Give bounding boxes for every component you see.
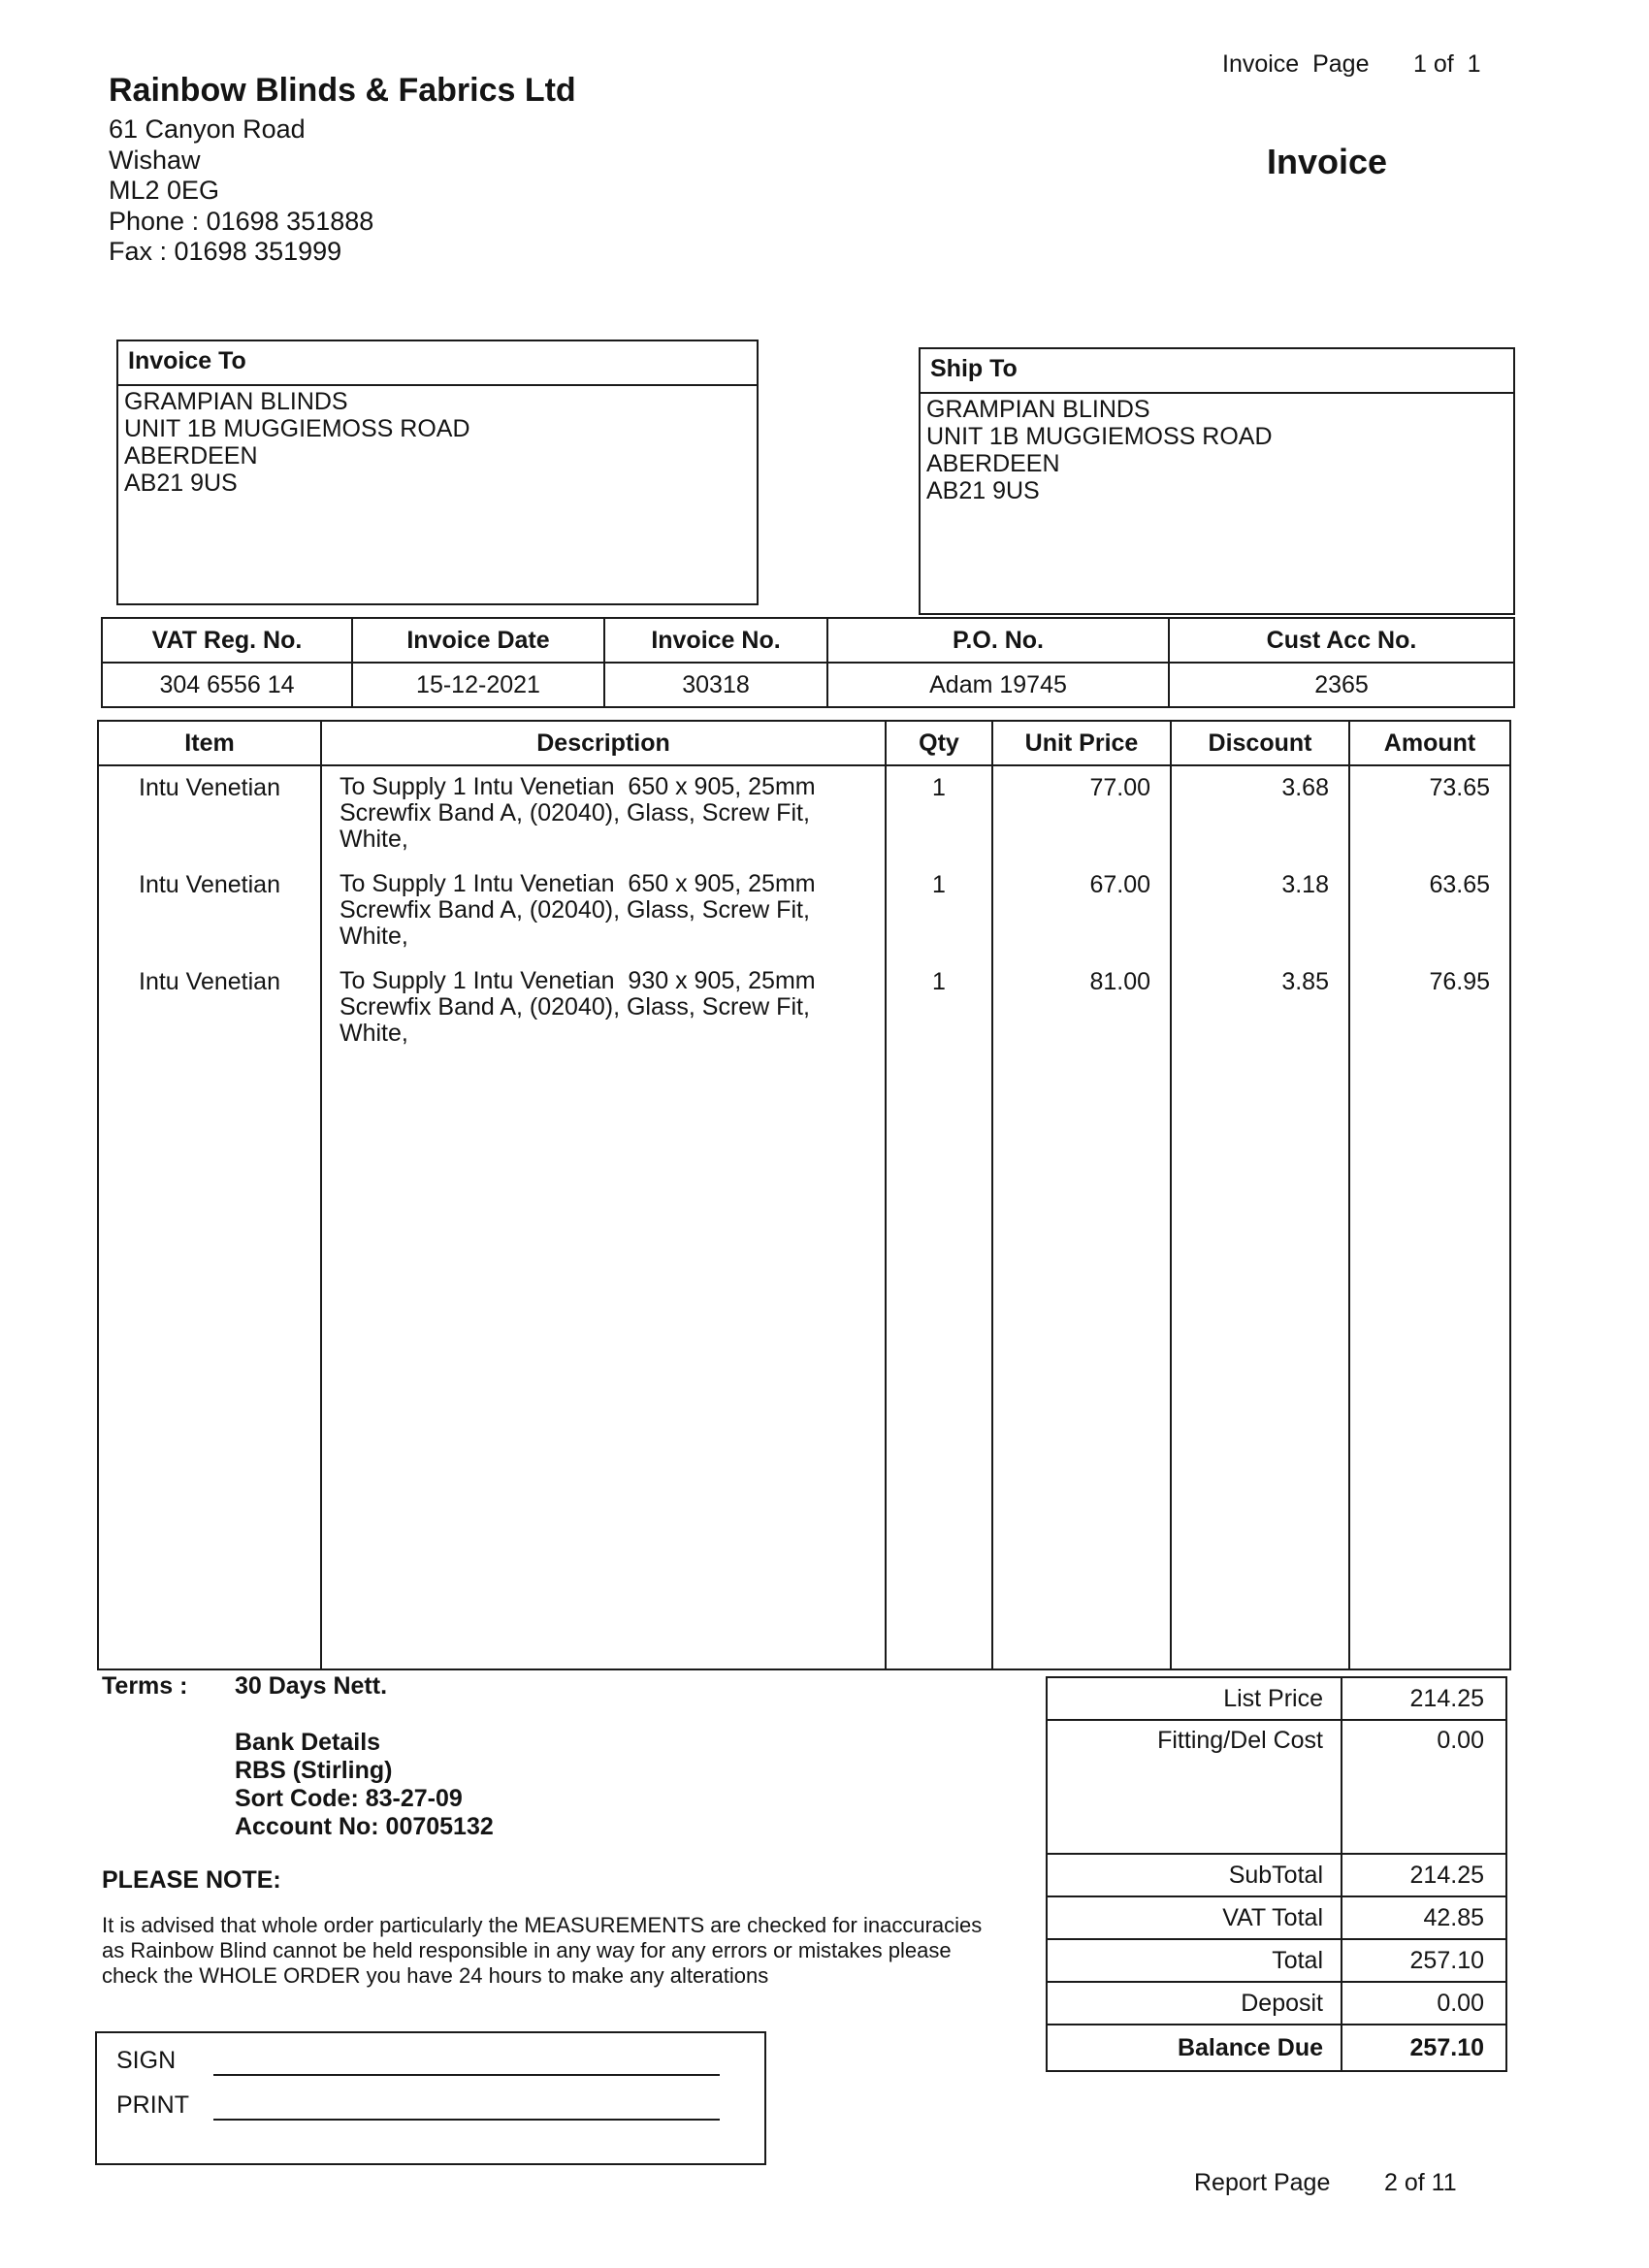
item-qty: 1: [932, 968, 946, 995]
company-fax: Fax : 01698 351999: [109, 237, 342, 266]
ship-to-heading: Ship To: [921, 349, 1513, 394]
cust-acc-header: Cust Acc No.: [1169, 618, 1514, 663]
vat-total-label: VAT Total: [1047, 1896, 1342, 1939]
vat-total-value: 42.85: [1342, 1896, 1506, 1939]
print-label: PRINT: [116, 2091, 189, 2119]
vat-reg-header: VAT Reg. No.: [102, 618, 352, 663]
address-line: UNIT 1B MUGGIEMOSS ROAD: [926, 423, 1273, 450]
list-price-label: List Price: [1047, 1677, 1342, 1720]
item-amount: 63.65: [1429, 871, 1490, 898]
item-discount: 3.85: [1281, 968, 1329, 995]
item-column-header: Item: [98, 721, 321, 765]
total-label: Total: [1047, 1939, 1342, 1982]
address-line: AB21 9US: [926, 477, 1040, 504]
balance-due-value: 257.10: [1342, 2025, 1506, 2071]
invoice-page-number: 1 of 1: [1413, 50, 1481, 78]
ship-to-box: [919, 347, 1515, 615]
item-unit-price: 67.00: [1089, 871, 1150, 898]
item-amount: 73.65: [1429, 774, 1490, 801]
invoice-to-box: [116, 340, 759, 605]
address-line: AB21 9US: [124, 470, 238, 497]
item-discount: 3.68: [1281, 774, 1329, 801]
invoice-date-header: Invoice Date: [352, 618, 604, 663]
terms-value: 30 Days Nett.: [235, 1672, 388, 1700]
company-address-line: 61 Canyon Road: [109, 114, 306, 144]
item-qty: 1: [932, 871, 946, 898]
qty-column: [886, 765, 992, 1669]
sign-line[interactable]: [213, 2074, 720, 2076]
invoice-info-table: [101, 617, 1515, 708]
vat-reg-value: 304 6556 14: [102, 663, 352, 707]
item-qty: 1: [932, 774, 946, 801]
document-title: Invoice: [1267, 142, 1388, 181]
discount-column: [1171, 765, 1349, 1669]
invoice-to-heading: Invoice To: [118, 341, 757, 386]
invoice-number-value: 30318: [604, 663, 827, 707]
ship-to-address: [926, 396, 1273, 504]
company-address-line: Wishaw: [109, 145, 201, 175]
company-address: [109, 114, 373, 268]
sign-label: SIGN: [116, 2047, 177, 2074]
qty-column-header: Qty: [886, 721, 992, 765]
address-line: GRAMPIAN BLINDS: [926, 396, 1150, 423]
invoice-to-address: [124, 388, 470, 497]
po-number-value: Adam 19745: [827, 663, 1169, 707]
unit-price-column-header: Unit Price: [992, 721, 1171, 765]
item-description: To Supply 1 Intu Venetian 930 x 905, 25mm Screwfix Band A, (02040), Glass, Screw Fit, White,: [340, 967, 823, 1047]
description-column: [321, 765, 886, 1669]
deposit-label: Deposit: [1047, 1982, 1342, 2025]
item-amount: 76.95: [1429, 968, 1490, 995]
item-name: Intu Venetian: [139, 871, 280, 898]
fitting-value: 0.00: [1342, 1720, 1506, 1854]
fitting-label: Fitting/Del Cost: [1047, 1720, 1342, 1854]
invoice-number-header: Invoice No.: [604, 618, 827, 663]
company-address-line: ML2 0EG: [109, 176, 220, 205]
bank-name: RBS (Stirling): [235, 1757, 393, 1784]
report-page-label: Report Page: [1194, 2169, 1331, 2196]
po-number-header: P.O. No.: [827, 618, 1169, 663]
unit-price-column: [992, 765, 1171, 1669]
total-value: 257.10: [1342, 1939, 1506, 1982]
item-column: [98, 765, 321, 1669]
item-description: To Supply 1 Intu Venetian 650 x 905, 25mm Screwfix Band A, (02040), Glass, Screw Fit, White,: [340, 773, 823, 853]
amount-column: [1349, 765, 1510, 1669]
items-table: [97, 720, 1511, 1670]
account-number: Account No: 00705132: [235, 1813, 494, 1840]
invoice-page-label: Invoice Page: [1222, 50, 1370, 78]
invoice-date-value: 15-12-2021: [352, 663, 604, 707]
subtotal-label: SubTotal: [1047, 1854, 1342, 1896]
signature-box: [95, 2031, 766, 2165]
cust-acc-value: 2365: [1169, 663, 1514, 707]
description-column-header: Description: [321, 721, 886, 765]
item-description: To Supply 1 Intu Venetian 650 x 905, 25mm Screwfix Band A, (02040), Glass, Screw Fit, White,: [340, 870, 823, 950]
subtotal-value: 214.25: [1342, 1854, 1506, 1896]
address-line: ABERDEEN: [926, 450, 1060, 477]
bank-details-heading: Bank Details: [235, 1729, 381, 1756]
discount-column-header: Discount: [1171, 721, 1349, 765]
address-line: GRAMPIAN BLINDS: [124, 388, 348, 415]
amount-column-header: Amount: [1349, 721, 1510, 765]
report-page-number: 2 of 11: [1384, 2169, 1457, 2196]
item-unit-price: 77.00: [1089, 774, 1150, 801]
company-name: Rainbow Blinds & Fabrics Ltd: [109, 72, 576, 109]
totals-table: [1046, 1676, 1507, 2072]
terms-label: Terms :: [102, 1672, 188, 1700]
company-phone: Phone : 01698 351888: [109, 206, 374, 236]
balance-due-label: Balance Due: [1047, 2025, 1342, 2071]
item-name: Intu Venetian: [139, 774, 280, 801]
deposit-value: 0.00: [1342, 1982, 1506, 2025]
note-title: PLEASE NOTE:: [102, 1866, 281, 1894]
address-line: UNIT 1B MUGGIEMOSS ROAD: [124, 415, 470, 442]
print-line[interactable]: [213, 2119, 720, 2121]
sort-code: Sort Code: 83-27-09: [235, 1785, 463, 1812]
item-unit-price: 81.00: [1089, 968, 1150, 995]
item-name: Intu Venetian: [139, 968, 280, 995]
list-price-value: 214.25: [1342, 1677, 1506, 1720]
bank-details: [235, 1729, 494, 1841]
item-discount: 3.18: [1281, 871, 1329, 898]
address-line: ABERDEEN: [124, 442, 258, 470]
note-text: It is advised that whole order particularly the MEASUREMENTS are checked for inaccuracies as Rainbow Blind cannot be held responsible in any way for any errors or mistakes please check the WHOLE ORDER you have 24 hours to make any alterations: [102, 1913, 983, 1988]
